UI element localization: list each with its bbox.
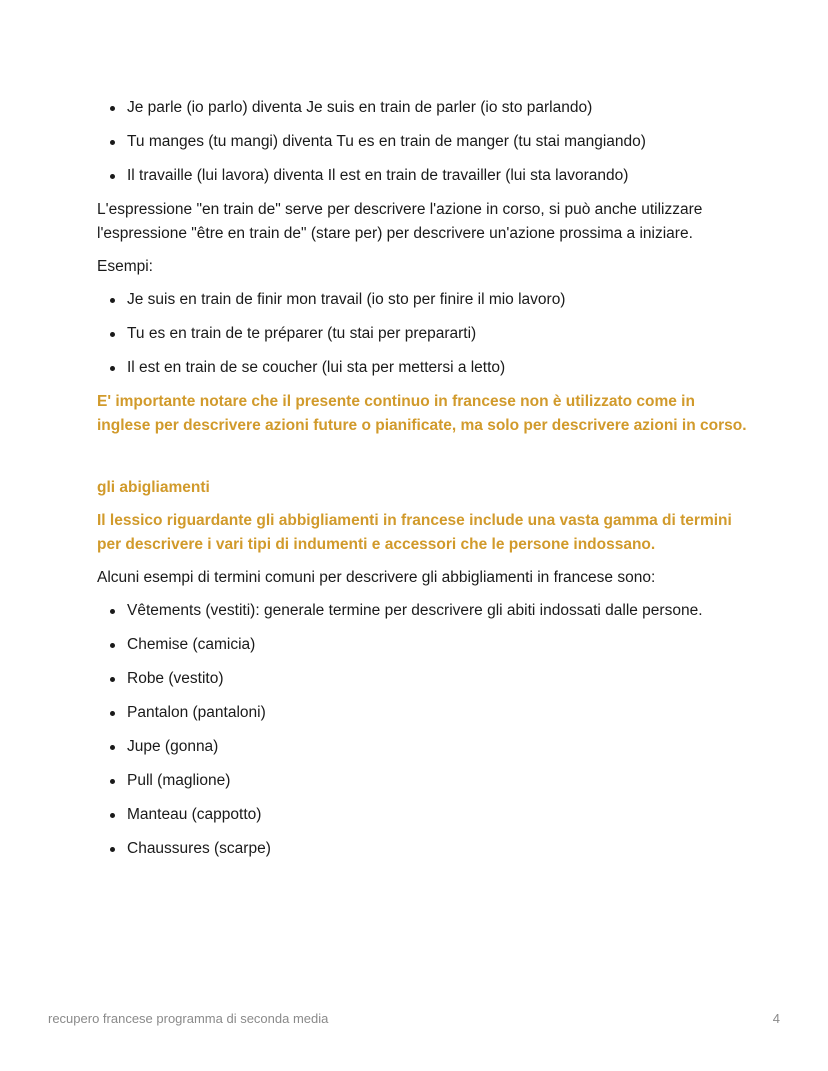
list-item: Manteau (cappotto) (97, 803, 747, 827)
list-item: Chaussures (scarpe) (97, 837, 747, 861)
footer-title: recupero francese programma di seconda media (48, 1011, 329, 1026)
example-list-etre-en-train (97, 288, 747, 380)
section-title: gli abigliamenti (97, 479, 210, 496)
document-body (97, 96, 747, 871)
important-note: E' importante notare che il presente continuo in francese non è utilizzato come in inglese per descrivere azioni future o pianificate, ma solo per descrivere azioni in corso. (97, 393, 747, 434)
clothing-list (97, 599, 747, 861)
list-item: Je suis en train de finir mon travail (io sto per finire il mio lavoro) (97, 288, 747, 312)
list-item: Je parle (io parlo) diventa Je suis en train de parler (io sto parlando) (97, 96, 747, 120)
list-item: Chemise (camicia) (97, 633, 747, 657)
list-item: Vêtements (vestiti): generale termine per descrivere gli abiti indossati dalle persone. (97, 599, 747, 623)
paragraph-en-train-de: L'espressione "en train de" serve per descrivere l'azione in corso, si può anche utilizzare l'espressione "être en train de" (stare per) per descrivere un'azione prossima a iniziare. (97, 201, 703, 242)
list-item: Tu manges (tu mangi) diventa Tu es en train de manger (tu stai mangiando) (97, 130, 747, 154)
list-item: Il travaille (lui lavora) diventa Il est en train de travailler (lui sta lavorando) (97, 164, 747, 188)
page-footer (48, 1011, 780, 1026)
esempi-label: Esempi: (97, 258, 153, 275)
page-number: 4 (772, 1011, 780, 1026)
list-item: Il est en train de se coucher (lui sta per mettersi a letto) (97, 356, 747, 380)
list-item: Pull (maglione) (97, 769, 747, 793)
section-intro: Il lessico riguardante gli abbigliamenti in francese include una vasta gamma di termini per descrivere i vari tipi di indumenti e accessori che le persone indossano. (97, 512, 732, 553)
list-item: Tu es en train de te préparer (tu stai per prepararti) (97, 322, 747, 346)
example-list-conjugation (97, 96, 747, 188)
list-item: Robe (vestito) (97, 667, 747, 691)
list-item: Jupe (gonna) (97, 735, 747, 759)
examples-intro: Alcuni esempi di termini comuni per descrivere gli abbigliamenti in francese sono: (97, 569, 656, 586)
list-item: Pantalon (pantaloni) (97, 701, 747, 725)
